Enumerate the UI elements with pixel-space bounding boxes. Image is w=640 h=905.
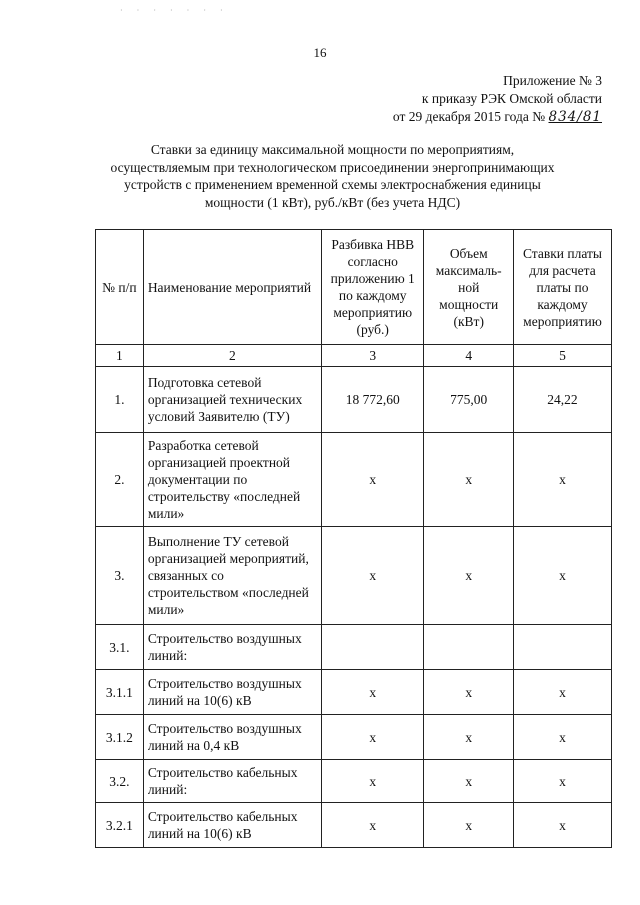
row-power: х: [424, 527, 514, 625]
appendix-block: [393, 72, 602, 126]
scan-artifact: · · · · · · ·: [120, 6, 229, 15]
row-nvv: 18 772,60: [321, 367, 424, 433]
header-name: Наименование мероприятий: [143, 230, 321, 345]
row-rate: 24,22: [513, 367, 611, 433]
row-rate: х: [513, 760, 611, 803]
row-rate: х: [513, 433, 611, 527]
header-num: № п/п: [96, 230, 144, 345]
row-power: х: [424, 803, 514, 848]
row-rate: х: [513, 670, 611, 715]
row-nvv: х: [321, 715, 424, 760]
row-power: х: [424, 433, 514, 527]
row-rate: [513, 625, 611, 670]
column-index: 4: [424, 345, 514, 367]
row-name: Строительство воздушных линий:: [143, 625, 321, 670]
row-nvv: х: [321, 527, 424, 625]
table-row: [96, 625, 612, 670]
table-row: [96, 715, 612, 760]
header-nvv: Разбивка НВВ согласно приложению 1 по каждому мероприятию (руб.): [321, 230, 424, 345]
column-index-row: [96, 345, 612, 367]
row-nvv: х: [321, 760, 424, 803]
appendix-date-line: [393, 108, 602, 126]
row-num: 3.1.1: [96, 670, 144, 715]
appendix-order-ref: к приказу РЭК Омской области: [421, 91, 602, 106]
row-power: х: [424, 670, 514, 715]
column-index: 5: [513, 345, 611, 367]
table-row: [96, 527, 612, 625]
row-nvv: х: [321, 803, 424, 848]
title-line: Ставки за единицу максимальной мощности по мероприятиям,: [150, 142, 515, 157]
document-title: [60, 141, 605, 211]
table-row: [96, 433, 612, 527]
row-num: 1.: [96, 367, 144, 433]
table-row: [96, 803, 612, 848]
row-name: Строительство кабельных линий на 10(6) кВ: [143, 803, 321, 848]
page-number: 16: [313, 45, 327, 60]
row-power: х: [424, 760, 514, 803]
row-num: 3.2.1: [96, 803, 144, 848]
row-num: 3.2.: [96, 760, 144, 803]
row-nvv: х: [321, 433, 424, 527]
row-name: Подготовка сетевой организацией технических условий Заявителю (ТУ): [143, 367, 321, 433]
row-rate: х: [513, 527, 611, 625]
title-line: устройств с применением временной схемы электроснабжения единицы: [124, 177, 541, 192]
title-line: осуществляемым при технологическом присоединении энергопринимающих: [110, 159, 555, 175]
row-rate: х: [513, 803, 611, 848]
row-num: 3.: [96, 527, 144, 625]
row-name: Разработка сетевой организацией проектной документации по строительству «последней мили»: [143, 433, 321, 527]
table-header-row: [96, 230, 612, 345]
row-nvv: [321, 625, 424, 670]
row-name: Строительство воздушных линий на 10(6) кВ: [143, 670, 321, 715]
appendix-date: от 29 декабря 2015 года: [392, 109, 529, 124]
header-rate: Ставки платы для расчета платы по каждому мероприятию: [513, 230, 611, 345]
column-index: 2: [143, 345, 321, 367]
row-num: 3.1.: [96, 625, 144, 670]
table-row: [96, 760, 612, 803]
row-power: 775,00: [424, 367, 514, 433]
appendix-title: Приложение № 3: [503, 73, 602, 88]
column-index: 1: [96, 345, 144, 367]
row-name: Выполнение ТУ сетевой организацией мероприятий, связанных со строительством «последней мили»: [143, 527, 321, 625]
row-nvv: х: [321, 670, 424, 715]
column-index: 3: [321, 345, 424, 367]
table-row: [96, 367, 612, 433]
row-power: х: [424, 715, 514, 760]
row-name: Строительство кабельных линий:: [143, 760, 321, 803]
appendix-number-sign: №: [532, 109, 546, 124]
handwritten-order-number: 834/81: [548, 109, 602, 125]
rates-table: [95, 229, 612, 848]
header-power: Объем максималь-ной мощности (кВт): [424, 230, 514, 345]
row-power: [424, 625, 514, 670]
row-rate: х: [513, 715, 611, 760]
row-num: 3.1.2: [96, 715, 144, 760]
table-row: [96, 670, 612, 715]
row-name: Строительство воздушных линий на 0,4 кВ: [143, 715, 321, 760]
title-line: мощности (1 кВт), руб./кВт (без учета НДС): [204, 194, 461, 210]
row-num: 2.: [96, 433, 144, 527]
